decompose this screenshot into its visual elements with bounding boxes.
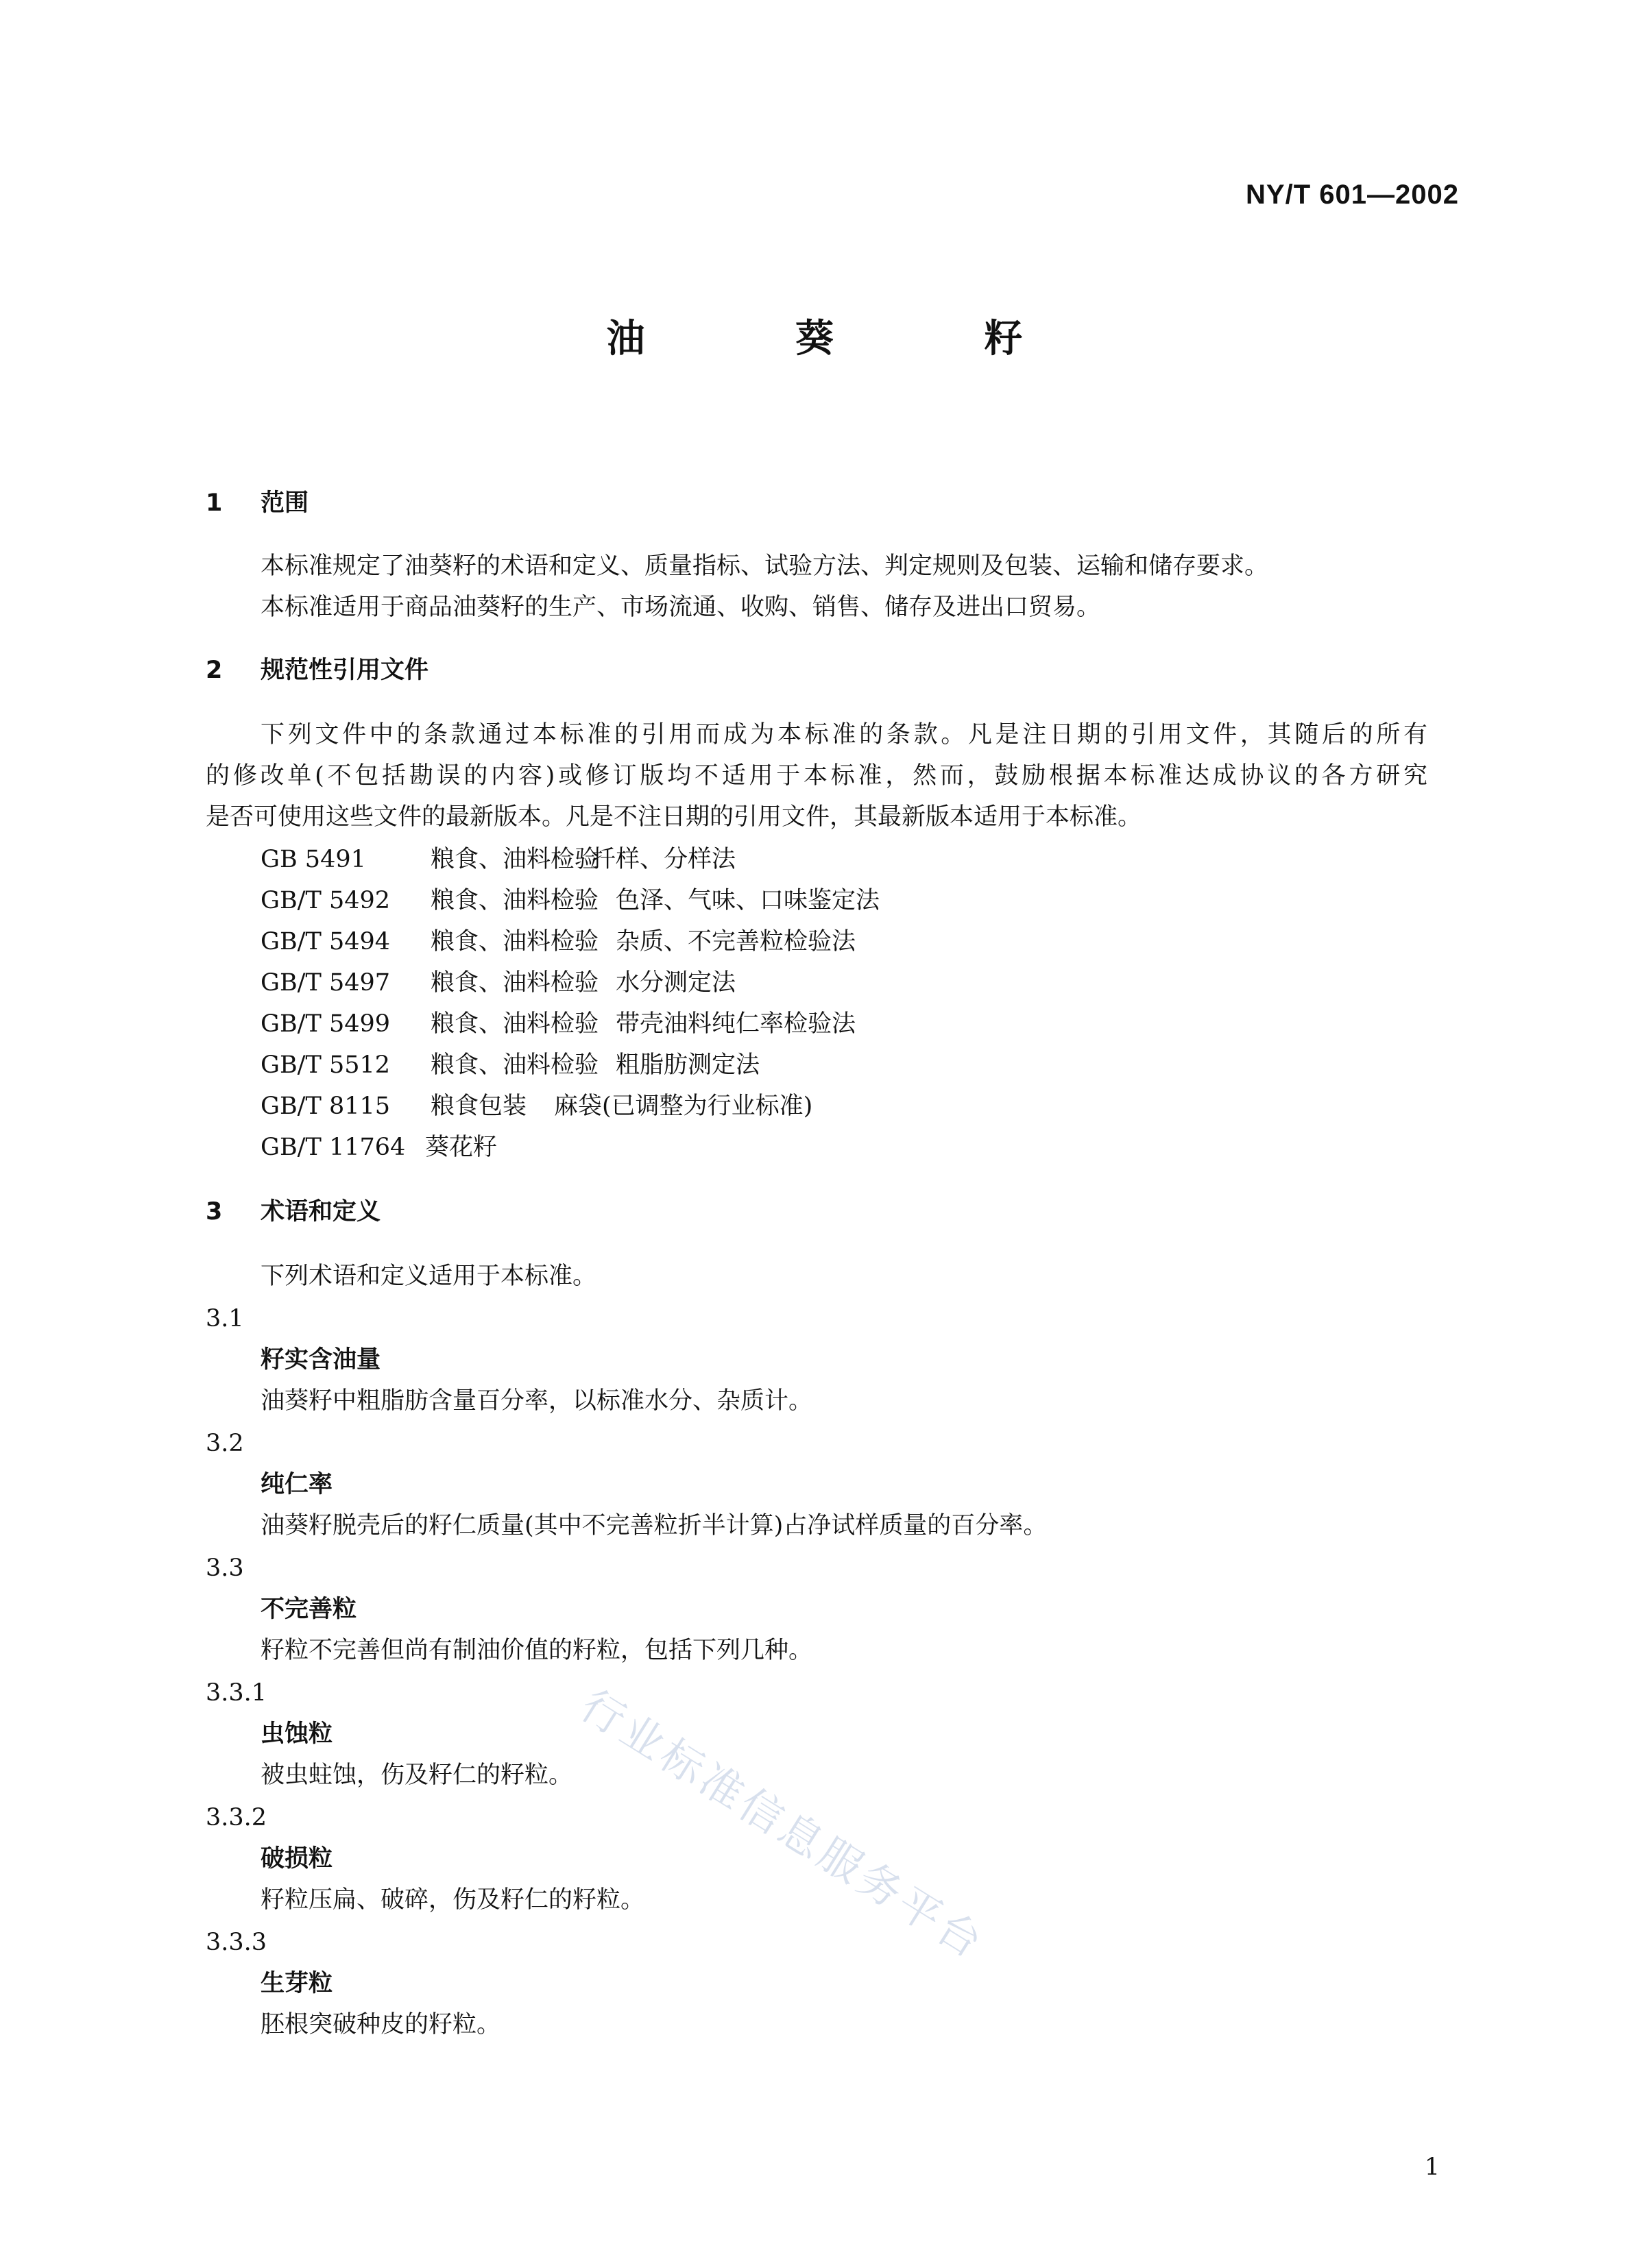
reference-category: 粮食、油料检验 [431, 1051, 599, 1079]
reference-category: 粮食、油料检验 [431, 1010, 599, 1038]
reference-name: 带壳油料纯仁率检验法 [616, 1010, 856, 1038]
reference-category: 粮食、油料检验 [431, 969, 599, 997]
reference-code: GB 5491 [261, 846, 366, 873]
term-name: 破损粒 [261, 1845, 333, 1873]
reference-code: GB/T 11764 [261, 1134, 406, 1161]
watermark: 行业标准信息服务平台 [572, 1680, 994, 1970]
reference-item [261, 1091, 812, 1121]
term-number: 3.3.2 [206, 1804, 267, 1831]
reference-item [261, 1132, 497, 1162]
reference-name: 杂质、不完善粒检验法 [616, 928, 856, 955]
term-name: 籽实含油量 [261, 1346, 381, 1374]
section-2-heading [206, 655, 429, 685]
paragraph: 本标准规定了油葵籽的术语和定义、质量指标、试验方法、判定规则及包装、运输和储存要求。 [261, 552, 1269, 580]
page-number: 1 [1424, 2154, 1440, 2181]
reference-category: 粮食、油料检验 [431, 887, 599, 914]
term-name: 生芽粒 [261, 1970, 333, 1997]
term-number: 3.1 [206, 1305, 244, 1332]
paragraph: 的修改单(不包括勘误的内容)或修订版均不适用于本标准，然而，鼓励根据本标准达成协议的各方研究 [206, 762, 1427, 790]
reference-code: GB/T 8115 [261, 1093, 391, 1120]
term-definition: 被虫蛀蚀，伤及籽仁的籽粒。 [261, 1761, 573, 1789]
reference-name: 水分测定法 [616, 969, 736, 997]
paragraph: 本标准适用于商品油葵籽的生产、市场流通、收购、销售、储存及进出口贸易。 [261, 594, 1101, 621]
reference-code: GB/T 5492 [261, 887, 391, 914]
reference-code: GB/T 5499 [261, 1010, 391, 1038]
reference-name: 葵花籽 [425, 1134, 498, 1161]
reference-category: 粮食、油料检验 [431, 846, 599, 873]
section-title: 术语和定义 [261, 1198, 381, 1226]
term-definition: 油葵籽中粗脂肪含量百分率，以标准水分、杂质计。 [261, 1387, 813, 1415]
reference-item [261, 844, 736, 875]
reference-name: 色泽、气味、口味鉴定法 [616, 887, 880, 914]
section-1-heading [206, 488, 309, 518]
term-definition: 籽粒压扁、破碎，伤及籽仁的籽粒。 [261, 1886, 645, 1914]
term-number: 3.3 [206, 1554, 244, 1582]
reference-item [261, 886, 880, 916]
reference-item [261, 1009, 856, 1039]
reference-item [261, 1050, 760, 1080]
reference-category: 粮食、油料检验 [431, 928, 599, 955]
term-number: 3.3.3 [206, 1929, 267, 1956]
paragraph: 下列术语和定义适用于本标准。 [261, 1263, 597, 1290]
paragraph: 下列文件中的条款通过本标准的引用而成为本标准的条款。凡是注日期的引用文件，其随后的所有 [261, 721, 1427, 748]
reference-name: 粗脂肪测定法 [616, 1051, 760, 1079]
reference-code: GB/T 5497 [261, 969, 391, 997]
term-definition: 籽粒不完善但尚有制油价值的籽粒，包括下列几种。 [261, 1637, 813, 1664]
term-number: 3.3.1 [206, 1679, 267, 1707]
reference-category: 粮食包装 [431, 1093, 527, 1120]
term-name: 不完善粒 [261, 1596, 357, 1623]
section-number: 3 [206, 1198, 223, 1226]
document-title: 油 葵 籽 [606, 317, 1091, 361]
reference-code: GB/T 5494 [261, 928, 391, 955]
reference-name: 扦样、分样法 [592, 846, 736, 873]
reference-code: GB/T 5512 [261, 1051, 391, 1079]
term-number: 3.2 [206, 1430, 244, 1457]
paragraph: 是否可使用这些文件的最新版本。凡是不注日期的引用文件，其最新版本适用于本标准。 [206, 803, 1142, 831]
term-definition: 胚根突破种皮的籽粒。 [261, 2011, 501, 2038]
standard-code: NY/T 601—2002 [1246, 180, 1459, 210]
section-number: 2 [206, 657, 223, 684]
section-title: 范围 [261, 489, 309, 517]
reference-item [261, 968, 736, 998]
reference-item [261, 927, 856, 957]
reference-name: 麻袋(已调整为行业标准) [554, 1093, 813, 1120]
term-name: 虫蚀粒 [261, 1720, 333, 1748]
term-name: 纯仁率 [261, 1471, 333, 1498]
section-3-heading [206, 1197, 381, 1227]
section-title: 规范性引用文件 [261, 657, 429, 684]
term-definition: 油葵籽脱壳后的籽仁质量(其中不完善粒折半计算)占净试样质量的百分率。 [261, 1512, 1048, 1539]
section-number: 1 [206, 489, 223, 517]
